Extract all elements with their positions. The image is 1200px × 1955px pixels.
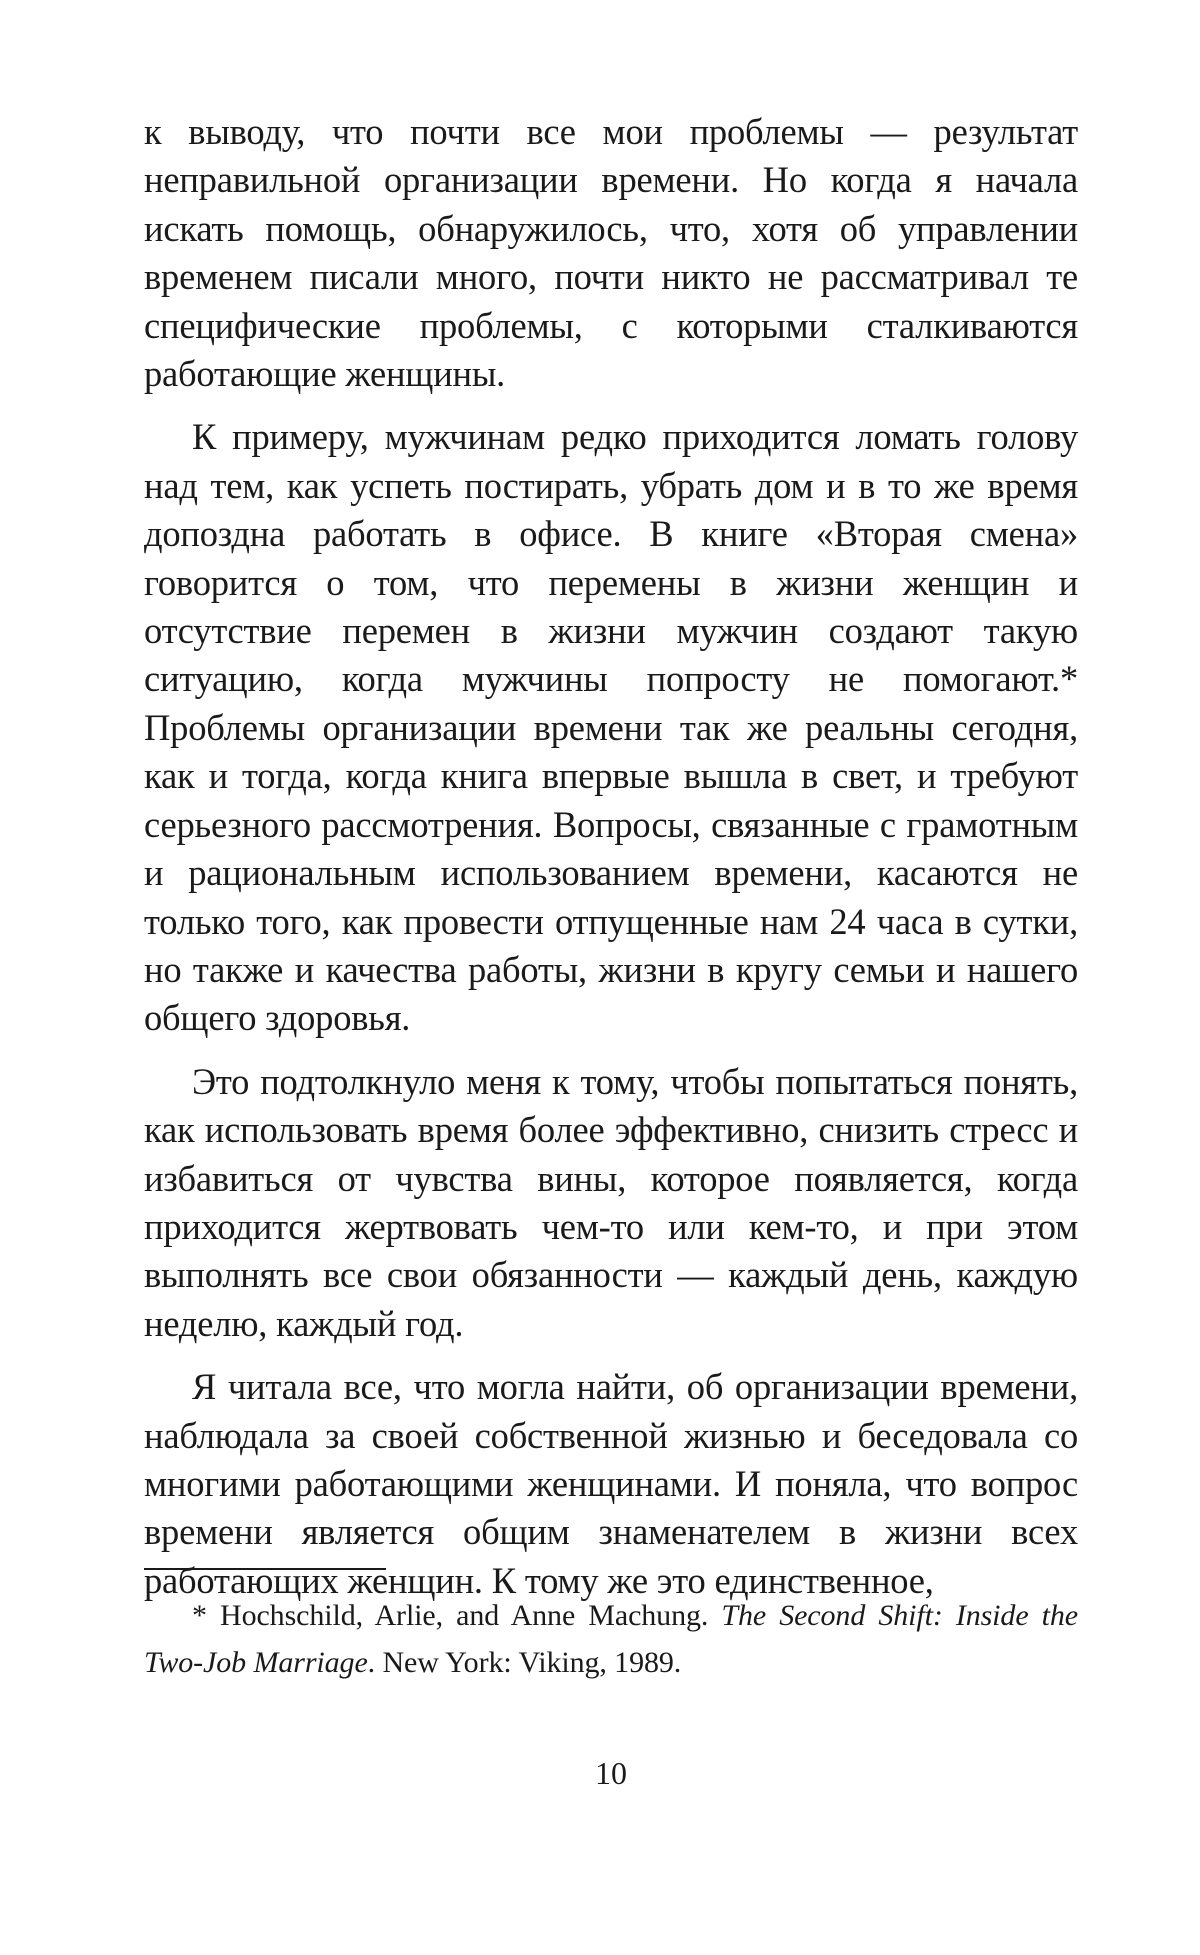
footnote-author: * Hochschild, Arlie, and Anne Machung. (192, 1599, 722, 1632)
footnote-publication: . New York: Viking, 1989. (367, 1646, 682, 1679)
book-page (144, 108, 1078, 1908)
paragraph-3: Это подтолкнуло меня к тому, чтобы попытаться понять, как использовать время более эффективно, снизить стресс и избавиться от чувства вины, которое появляется, когда приходится жертвовать чем-то или кем-то, и при этом выполнять все свои обязанности — каждый день, каждую неделю, каждый год. (144, 1060, 1078, 1344)
paragraph-2: К примеру, мужчинам редко приходится ломать голову над тем, как успеть постирать, убрать дом и в то же время допоздна работать в офисе. В книге «Вторая смена» говорится о том, что перемены в жизни женщин и отсутствие перемен в жизни мужчин создают такую ситуацию, когда мужчины попросту не помогают.* Проблемы организации времени так же реальны сегодня, как и тогда, когда книга впервые вышла в свет, и требуют серьезного рассмотрения. Вопросы, связанные с грамотным и рациональным использованием времени, касаются не только того, как провести отпущенные нам 24 часа в сутки, но также и качества работы, жизни в кругу семьи и нашего общего здоровья. (144, 416, 1078, 1039)
footnote-book-title: The Second Shift: Inside the Two-Job Marriage (144, 1599, 1078, 1679)
footnote-divider (144, 1568, 386, 1570)
paragraph-4: Я читала все, что могла найти, об организации времени, наблюдала за своей собственной жизнью и беседовала со многими работающими женщинами. И поняла, что вопрос времени является общим знаменателем в жизни всех работающих женщин. К тому же это единственное, (144, 1366, 1078, 1601)
body-text (144, 108, 1078, 1605)
footnote (144, 1592, 1078, 1686)
page-number: 10 (595, 1755, 627, 1791)
paragraph-1: к выводу, что почти все мои проблемы — результат неправильной организации времени. Но когда я начала искать помощь, обнаружилось, что, хотя об управлении временем писали много, почти никто не рассматривал те специфические проблемы, с которыми сталкиваются работающие женщины. (144, 111, 1078, 395)
